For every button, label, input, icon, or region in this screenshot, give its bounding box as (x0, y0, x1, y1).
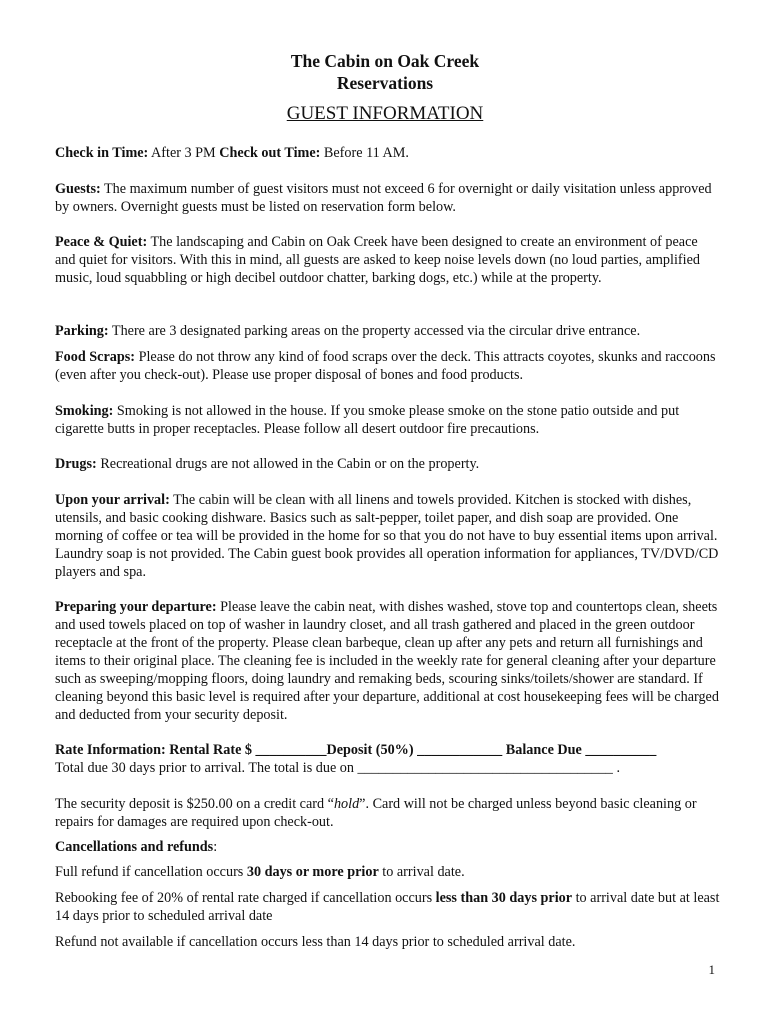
parking-text: There are 3 designated parking areas on the property accessed via the circular drive entrance. (108, 323, 641, 339)
security-paragraph (55, 795, 720, 831)
departure-text: Please leave the cabin neat, with dishes washed, stove top and countertops clean, sheets and used towels placed on top of washer in laundry closet, and all trash gathered and placed in the green outdoor receptacle at the front of the property. Please clean barbeque, clean up after any pets and return all furnishings and items to their original place. The cleaning fee is included in the weekly rate for general cleaning after your departure such as sweeping/mopping floors, doing laundry and remaking beds, scouring sinks/toilets/shower are standard. If cleaning beyond this basic level is required after your departure, additional at cost housekeeping fees will be charged and deducted from your security deposit. (55, 599, 719, 723)
section-heading: GUEST INFORMATION (286, 103, 484, 124)
drugs-label: Drugs: (55, 456, 97, 472)
rebooking-bold: less than 30 days prior (435, 890, 573, 906)
rebooking-text-end: to arrival date but at least 14 days prior to scheduled arrival date (55, 890, 720, 924)
full-refund-bold: 30 days or more prior (246, 864, 379, 880)
departure-label: Preparing your departure: (55, 599, 217, 615)
guests-paragraph (55, 180, 720, 216)
peace-paragraph (55, 233, 720, 287)
arrival-paragraph (55, 491, 720, 581)
arrival-text: The cabin will be clean with all linens and towels provided. Kitchen is stocked with dishes, utensils, and basic cooking dishware. Basics such as salt-pepper, toilet paper, and dish soap are provided. One morning of coffee or tea will be provided in the home for so that you do not have to buy essential items upon arrival. Laundry soap is not provided. The Cabin guest book provides all operation information for appliances, TV/DVD/CD players and spa. (55, 492, 719, 580)
no-refund-paragraph: Refund not available if cancellation occurs less than 14 days prior to scheduled arrival date. (55, 934, 576, 950)
checkout-value: Before 11 AM. (320, 145, 409, 161)
departure-paragraph (55, 598, 720, 724)
checkin-paragraph (55, 144, 720, 162)
guests-text: The maximum number of guest visitors must not exceed 6 for overnight or daily visitation unless approved by owners. Overnight guests must be listed on reservation form below. (55, 181, 712, 215)
rebooking-paragraph (55, 889, 720, 925)
food-text: Please do not throw any kind of food scraps over the deck. This attracts coyotes, skunks and raccoons (even after you check-out). Please use proper disposal of bones and food products. (55, 349, 716, 383)
cancellations-heading (55, 838, 720, 856)
smoking-label: Smoking: (55, 403, 114, 419)
smoking-text: Smoking is not allowed in the house. If you smoke please smoke on the stone patio outside and put cigarette butts in proper receptacles. Please follow all desert outdoor fire precautions. (55, 403, 680, 437)
rebooking-text-start: Rebooking fee of 20% of rental rate charged if cancellation occurs (55, 890, 436, 906)
security-text-start: The security deposit is $250.00 on a credit card “ (55, 796, 334, 812)
food-paragraph (55, 348, 720, 384)
document-subtitle: Reservations (336, 73, 434, 93)
peace-text: The landscaping and Cabin on Oak Creek have been designed to create an environment of peace and quiet for visitors. With this in mind, all guests are asked to keep noise levels down (no loud parties, amplified music, loud squabbling or high decibel outdoor chatter, barking dogs, etc.) while at the property. (55, 234, 700, 286)
rate-paragraph (55, 741, 720, 777)
smoking-paragraph (55, 402, 720, 438)
security-hold: hold (333, 796, 360, 812)
rate-info-line: Rate Information: Rental Rate $ __________Deposit (50%) ____________ Balance Due __________ (55, 742, 657, 758)
checkin-value: After 3 PM (148, 145, 220, 161)
arrival-label: Upon your arrival: (55, 492, 170, 508)
drugs-paragraph (55, 455, 720, 473)
security-text-end: ”. Card will not be charged unless beyond basic cleaning or repairs for damages are required upon check-out. (55, 796, 697, 830)
checkout-label: Check out Time: (219, 145, 321, 161)
page-number: 1 (708, 962, 715, 977)
rate-total-line: Total due 30 days prior to arrival. The total is due on ____________________________________ . (55, 760, 620, 776)
parking-paragraph (55, 322, 720, 340)
peace-label: Peace & Quiet: (55, 234, 148, 250)
document-title: The Cabin on Oak Creek (290, 51, 480, 71)
cancellations-heading-colon: : (213, 839, 218, 855)
checkin-label: Check in Time: (55, 145, 149, 161)
full-refund-paragraph (55, 863, 720, 881)
drugs-text: Recreational drugs are not allowed in the Cabin or on the property. (96, 456, 480, 472)
cancellations-heading-text: Cancellations and refunds (55, 839, 214, 855)
full-refund-text-start: Full refund if cancellation occurs (55, 864, 247, 880)
parking-label: Parking: (55, 323, 109, 339)
food-label: Food Scraps: (55, 349, 136, 365)
full-refund-text-end: to arrival date. (378, 864, 465, 880)
guests-label: Guests: (55, 181, 101, 197)
